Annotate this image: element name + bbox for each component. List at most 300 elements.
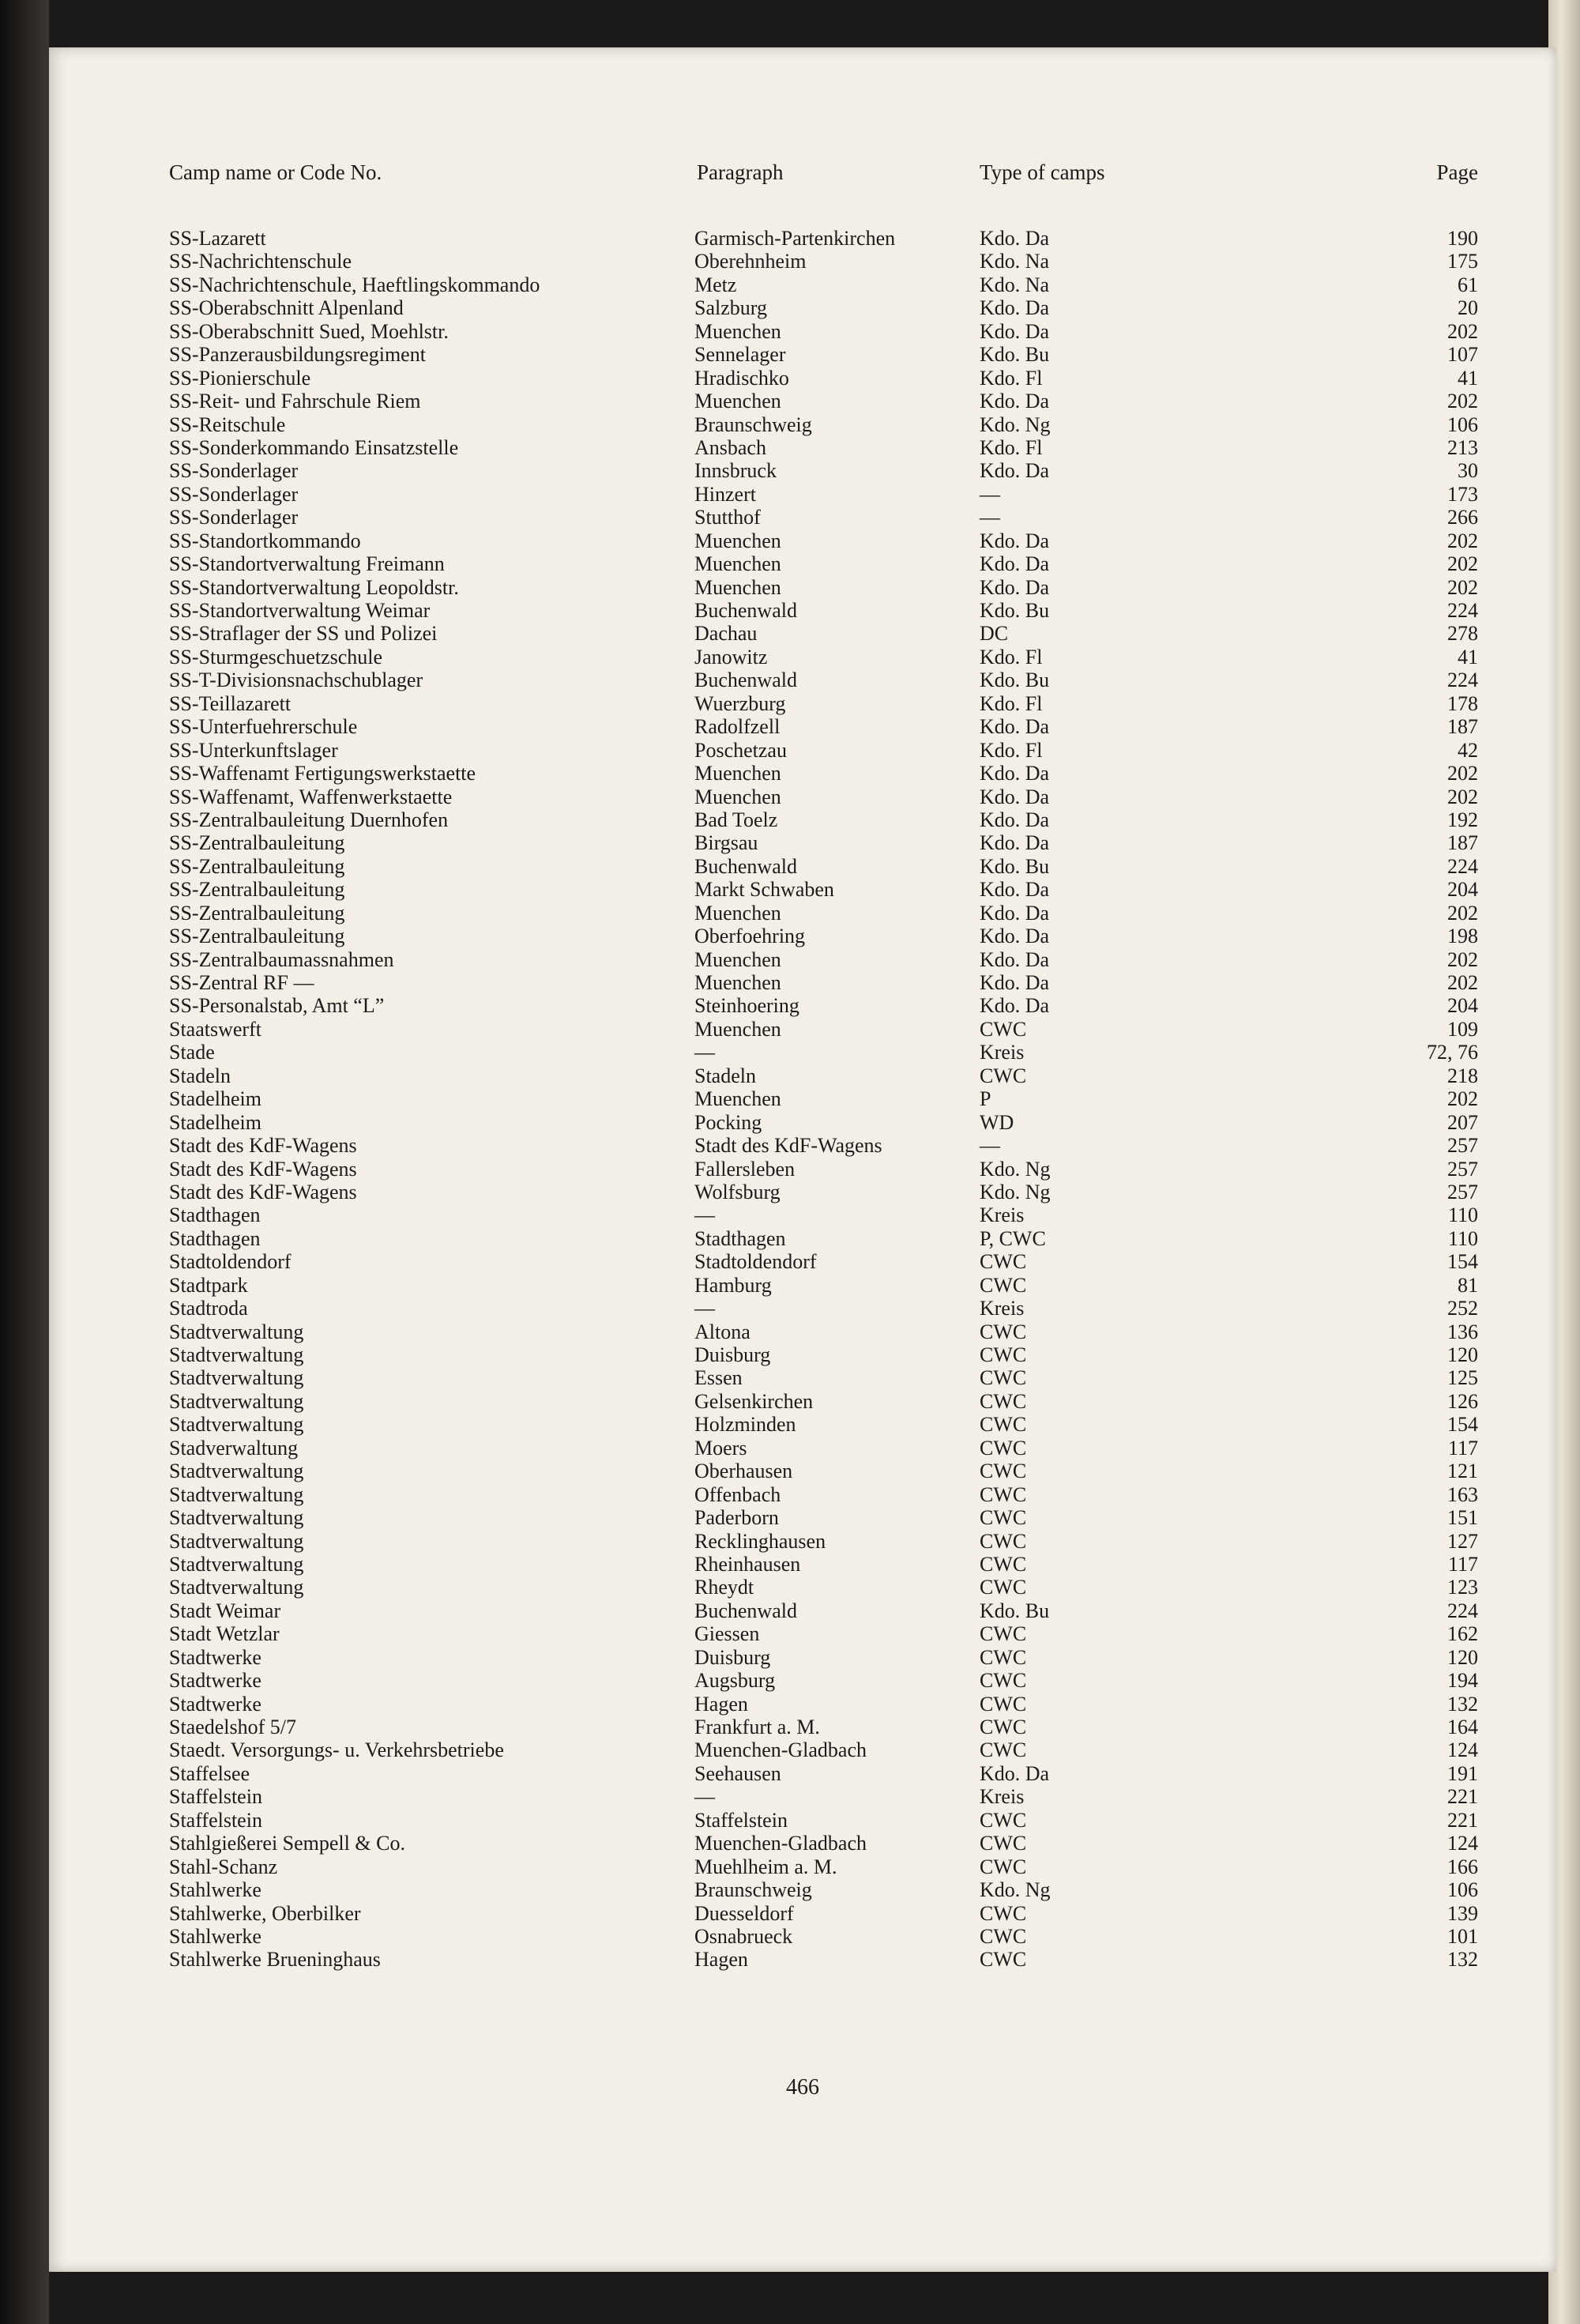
camp-name-cell: SS-Zentralbauleitung xyxy=(169,925,345,948)
camp-list xyxy=(49,227,1556,1972)
camp-name-cell: Stadt des KdF-Wagens xyxy=(169,1157,357,1181)
paragraph-cell: Hamburg xyxy=(694,1273,772,1297)
type-cell: Kdo. Da xyxy=(980,878,1050,902)
camp-name-cell: SS-Zentralbauleitung xyxy=(169,854,345,878)
paragraph-cell: Rheydt xyxy=(694,1576,754,1599)
camp-name-cell: Staffelsee xyxy=(169,1761,250,1785)
paragraph-cell: Offenbach xyxy=(694,1482,781,1506)
table-row xyxy=(49,1181,1556,1203)
table-row xyxy=(49,1390,1556,1413)
type-cell: Kdo. Fl xyxy=(980,645,1043,669)
page-cell: 110 xyxy=(1447,1203,1478,1227)
paragraph-cell: Altona xyxy=(694,1320,750,1343)
page-cell: 194 xyxy=(1447,1669,1478,1693)
page-cell: 224 xyxy=(1447,669,1478,692)
paragraph-cell: Buchenwald xyxy=(694,669,797,692)
type-cell: P xyxy=(980,1087,991,1111)
table-row xyxy=(49,1646,1556,1669)
page-cell: 202 xyxy=(1447,971,1478,994)
camp-name-cell: SS-Reit- und Fahrschule Riem xyxy=(169,390,421,413)
table-row xyxy=(49,1948,1556,1971)
camp-name-cell: Stadtoldendorf xyxy=(169,1250,292,1274)
page-cell: 202 xyxy=(1447,319,1478,343)
camp-name-cell: SS-Standortverwaltung Weimar xyxy=(169,599,431,622)
camp-name-cell: Stadtwerke xyxy=(169,1645,261,1669)
type-cell: Kdo. Da xyxy=(980,319,1050,343)
type-cell: — xyxy=(980,506,1000,529)
type-cell: Kdo. Fl xyxy=(980,435,1043,459)
camp-name-cell: Stadt des KdF-Wagens xyxy=(169,1180,357,1203)
page-cell: 224 xyxy=(1447,1599,1478,1622)
paragraph-cell: — xyxy=(694,1203,715,1227)
header-paragraph: Paragraph xyxy=(697,160,784,184)
camp-name-cell: Stadtverwaltung xyxy=(169,1576,304,1599)
page-cell: 121 xyxy=(1447,1460,1478,1483)
page-cell: 61 xyxy=(1458,273,1478,296)
page-cell: 252 xyxy=(1447,1297,1478,1320)
page-cell: 266 xyxy=(1447,506,1478,529)
page-cell: 224 xyxy=(1447,854,1478,878)
page-cell: 257 xyxy=(1447,1157,1478,1181)
camp-name-cell: SS-Personalstab, Amt “L” xyxy=(169,994,385,1018)
page-cell: 162 xyxy=(1447,1622,1478,1646)
camp-name-cell: SS-Zentralbauleitung xyxy=(169,831,345,855)
page-cell: 106 xyxy=(1447,412,1478,436)
camp-name-cell: SS-Nachrichtenschule xyxy=(169,250,352,273)
page-cell: 72, 76 xyxy=(1427,1041,1478,1064)
type-cell: CWC xyxy=(980,1576,1027,1599)
table-row xyxy=(49,925,1556,947)
camp-name-cell: Stadtverwaltung xyxy=(169,1389,304,1413)
table-row xyxy=(49,1925,1556,1948)
page-cell: 124 xyxy=(1447,1738,1478,1762)
camp-name-cell: SS-Sonderlager xyxy=(169,506,299,529)
camp-name-cell: Staffelstein xyxy=(169,1808,262,1832)
table-row xyxy=(49,413,1556,436)
paragraph-cell: Stadeln xyxy=(694,1064,756,1087)
type-cell: CWC xyxy=(980,1529,1027,1553)
camp-name-cell: Stadtverwaltung xyxy=(169,1552,304,1576)
page-cell: 173 xyxy=(1447,482,1478,506)
paragraph-cell: Dachau xyxy=(694,622,758,646)
table-row xyxy=(49,1878,1556,1901)
page-cell: 151 xyxy=(1447,1506,1478,1530)
type-cell: Kdo. Da xyxy=(980,296,1050,320)
camp-name-cell: Stahlwerke Brueninghaus xyxy=(169,1948,381,1972)
paragraph-cell: Stadtoldendorf xyxy=(694,1250,817,1274)
paragraph-cell: Hinzert xyxy=(694,482,756,506)
type-cell: CWC xyxy=(980,1622,1027,1646)
table-row xyxy=(49,971,1556,994)
table-row xyxy=(49,1599,1556,1622)
page-cell: 117 xyxy=(1447,1436,1478,1460)
table-row xyxy=(49,227,1556,250)
table-row xyxy=(49,576,1556,599)
page-cell: 117 xyxy=(1447,1552,1478,1576)
paragraph-cell: Muenchen xyxy=(694,971,781,994)
camp-name-cell: Stadtroda xyxy=(169,1297,248,1320)
type-cell: WD xyxy=(980,1110,1014,1134)
paragraph-cell: Wolfsburg xyxy=(694,1180,781,1203)
header-camp-name: Camp name or Code No. xyxy=(169,160,382,184)
paragraph-cell: Muenchen-Gladbach xyxy=(694,1738,867,1762)
camp-name-cell: Stadverwaltung xyxy=(169,1436,299,1460)
table-row xyxy=(49,1855,1556,1878)
page-cell: 136 xyxy=(1447,1320,1478,1343)
paragraph-cell: Muenchen xyxy=(694,529,781,552)
camp-name-cell: SS-Sturmgeschuetzschule xyxy=(169,645,383,669)
paragraph-cell: Muenchen xyxy=(694,319,781,343)
page-cell: 178 xyxy=(1447,691,1478,715)
type-cell: Kdo. Da xyxy=(980,925,1050,948)
type-cell: CWC xyxy=(980,1017,1027,1041)
camp-name-cell: SS-Zentralbauleitung xyxy=(169,878,345,902)
camp-name-cell: Stadtverwaltung xyxy=(169,1366,304,1390)
type-cell: Kdo. Da xyxy=(980,715,1050,739)
camp-name-cell: Stadelheim xyxy=(169,1110,261,1134)
paragraph-cell: Rheinhausen xyxy=(694,1552,801,1576)
table-row xyxy=(49,320,1556,343)
type-cell: CWC xyxy=(980,1506,1027,1530)
paragraph-cell: Giessen xyxy=(694,1622,760,1646)
page-cell: 213 xyxy=(1447,435,1478,459)
camp-name-cell: SS-Oberabschnitt Alpenland xyxy=(169,296,404,320)
page-cell: 125 xyxy=(1447,1366,1478,1390)
camp-name-cell: Stadelheim xyxy=(169,1087,261,1111)
type-cell: CWC xyxy=(980,1343,1027,1366)
table-row xyxy=(49,1460,1556,1482)
type-cell: Kdo. Da xyxy=(980,785,1050,808)
page-cell: 202 xyxy=(1447,1087,1478,1111)
page-cell: 207 xyxy=(1447,1110,1478,1134)
page-cell: 192 xyxy=(1447,808,1478,831)
paragraph-cell: Oberehnheim xyxy=(694,250,807,273)
table-row xyxy=(49,948,1556,971)
paragraph-cell: Holzminden xyxy=(694,1413,796,1437)
page-cell: 278 xyxy=(1447,622,1478,646)
table-row xyxy=(49,1041,1556,1064)
camp-name-cell: SS-Nachrichtenschule, Haeftlingskommando xyxy=(169,273,540,296)
camp-name-cell: Stadtwerke xyxy=(169,1692,261,1716)
type-cell: — xyxy=(980,1134,1000,1158)
type-cell: Kdo. Da xyxy=(980,227,1050,250)
paragraph-cell: Buchenwald xyxy=(694,599,797,622)
paragraph-cell: Hagen xyxy=(694,1692,748,1716)
type-cell: CWC xyxy=(980,1273,1027,1297)
type-cell: CWC xyxy=(980,1738,1027,1762)
type-cell: DC xyxy=(980,622,1009,646)
camp-name-cell: SS-Zentralbauleitung Duernhofen xyxy=(169,808,449,831)
page-cell: 202 xyxy=(1447,947,1478,971)
paragraph-cell: Recklinghausen xyxy=(694,1529,826,1553)
table-row xyxy=(49,1669,1556,1692)
page-cell: 202 xyxy=(1447,390,1478,413)
page-cell: 218 xyxy=(1447,1064,1478,1087)
paragraph-cell: Muenchen xyxy=(694,575,781,599)
type-cell: CWC xyxy=(980,1832,1027,1855)
type-cell: Kdo. Da xyxy=(980,808,1050,831)
table-row xyxy=(49,1622,1556,1645)
table-row xyxy=(49,1064,1556,1087)
table-row xyxy=(49,669,1556,691)
table-row xyxy=(49,878,1556,901)
page-cell: 41 xyxy=(1458,645,1478,669)
paragraph-cell: Innsbruck xyxy=(694,459,777,483)
camp-name-cell: Staedt. Versorgungs- u. Verkehrsbetriebe xyxy=(169,1738,504,1762)
camp-name-cell: Stadtverwaltung xyxy=(169,1506,304,1530)
page-cell: 257 xyxy=(1447,1180,1478,1203)
page-cell: 132 xyxy=(1447,1692,1478,1716)
table-row xyxy=(49,552,1556,575)
page-cell: 101 xyxy=(1447,1924,1478,1948)
page-cell: 221 xyxy=(1447,1808,1478,1832)
page-cell: 120 xyxy=(1447,1343,1478,1366)
type-cell: CWC xyxy=(980,1645,1027,1669)
paragraph-cell: Janowitz xyxy=(694,645,768,669)
page-cell: 124 xyxy=(1447,1832,1478,1855)
paragraph-cell: Hagen xyxy=(694,1948,748,1972)
paragraph-cell: Duesseldorf xyxy=(694,1901,794,1925)
camp-name-cell: SS-Straflager der SS und Polizei xyxy=(169,622,438,646)
table-row xyxy=(49,622,1556,645)
paragraph-cell: Hradischko xyxy=(694,366,789,390)
camp-name-cell: SS-Zentral RF — xyxy=(169,971,314,994)
table-row xyxy=(49,1203,1556,1226)
paragraph-cell: Braunschweig xyxy=(694,412,812,436)
paragraph-cell: Muenchen xyxy=(694,390,781,413)
paragraph-cell: Birgsau xyxy=(694,831,758,855)
camp-name-cell: SS-Standortverwaltung Leopoldstr. xyxy=(169,575,459,599)
page-cell: 42 xyxy=(1458,738,1478,762)
table-row xyxy=(49,1297,1556,1320)
page-cell: 202 xyxy=(1447,901,1478,925)
type-cell: CWC xyxy=(980,1552,1027,1576)
type-cell: Kdo. Ng xyxy=(980,1157,1051,1181)
camp-name-cell: Stahlwerke xyxy=(169,1924,261,1948)
paragraph-cell: Muenchen xyxy=(694,947,781,971)
camp-name-cell: SS-Panzerausbildungsregiment xyxy=(169,343,426,367)
page-cell: 163 xyxy=(1447,1482,1478,1506)
paragraph-cell: Metz xyxy=(694,273,737,296)
camp-name-cell: Stahl-Schanz xyxy=(169,1855,278,1878)
paragraph-cell: Essen xyxy=(694,1366,743,1390)
page-cell: 106 xyxy=(1447,1878,1478,1902)
paragraph-cell: Seehausen xyxy=(694,1761,781,1785)
type-cell: CWC xyxy=(980,1924,1027,1948)
camp-name-cell: SS-Standortverwaltung Freimann xyxy=(169,552,445,576)
table-row xyxy=(49,1530,1556,1553)
type-cell: Kreis xyxy=(980,1041,1025,1064)
paragraph-cell: Osnabrueck xyxy=(694,1924,793,1948)
camp-name-cell: SS-Unterkunftslager xyxy=(169,738,338,762)
table-row xyxy=(49,902,1556,925)
table-row xyxy=(49,296,1556,319)
paragraph-cell: Stutthof xyxy=(694,506,761,529)
table-row xyxy=(49,1576,1556,1599)
document-page xyxy=(49,47,1556,2272)
camp-name-cell: SS-Sonderkommando Einsatzstelle xyxy=(169,435,459,459)
paragraph-cell: Muenchen xyxy=(694,785,781,808)
camp-name-cell: Stahlwerke xyxy=(169,1878,261,1902)
type-cell: Kdo. Da xyxy=(980,947,1050,971)
type-cell: Kreis xyxy=(980,1203,1025,1227)
paragraph-cell: Paderborn xyxy=(694,1506,779,1530)
table-row xyxy=(49,506,1556,529)
paragraph-cell: Oberfoehring xyxy=(694,925,806,948)
type-cell: Kdo. Da xyxy=(980,390,1050,413)
type-cell: Kdo. Da xyxy=(980,994,1050,1018)
paragraph-cell: Radolfzell xyxy=(694,715,781,739)
page-cell: 221 xyxy=(1447,1785,1478,1809)
table-row xyxy=(49,1274,1556,1297)
paragraph-cell: Pocking xyxy=(694,1110,762,1134)
camp-name-cell: Stadtwerke xyxy=(169,1669,261,1693)
header-page: Page xyxy=(1436,160,1478,184)
type-cell: CWC xyxy=(980,1482,1027,1506)
camp-name-cell: Stadtverwaltung xyxy=(169,1529,304,1553)
paragraph-cell: Oberhausen xyxy=(694,1460,793,1483)
page-cell: 190 xyxy=(1447,227,1478,250)
table-row xyxy=(49,1087,1556,1110)
table-row xyxy=(49,436,1556,459)
table-row xyxy=(49,1809,1556,1832)
paragraph-cell: Stadthagen xyxy=(694,1226,786,1250)
paragraph-cell: Markt Schwaben xyxy=(694,878,834,902)
paragraph-cell: Salzburg xyxy=(694,296,767,320)
type-cell: Kdo. Fl xyxy=(980,738,1043,762)
table-row xyxy=(49,1902,1556,1925)
page-cell: 187 xyxy=(1447,831,1478,855)
page-cell: 41 xyxy=(1458,366,1478,390)
page-cell: 81 xyxy=(1458,1273,1478,1297)
table-row xyxy=(49,785,1556,808)
type-cell: CWC xyxy=(980,1413,1027,1437)
page-cell: 191 xyxy=(1447,1761,1478,1785)
camp-name-cell: Stadtpark xyxy=(169,1273,248,1297)
camp-name-cell: Stadt Weimar xyxy=(169,1599,281,1622)
page-cell: 187 xyxy=(1447,715,1478,739)
camp-name-cell: Stadtverwaltung xyxy=(169,1413,304,1437)
camp-name-cell: Stadtverwaltung xyxy=(169,1343,304,1366)
camp-name-cell: SS-Zentralbaumassnahmen xyxy=(169,947,394,971)
page-cell: 202 xyxy=(1447,762,1478,785)
table-row xyxy=(49,1553,1556,1576)
table-row xyxy=(49,1018,1556,1041)
paragraph-cell: Buchenwald xyxy=(694,854,797,878)
paragraph-cell: Gelsenkirchen xyxy=(694,1389,814,1413)
paragraph-cell: Muehlheim a. M. xyxy=(694,1855,837,1878)
table-row xyxy=(49,483,1556,506)
page-cell: 110 xyxy=(1447,1226,1478,1250)
camp-name-cell: SS-Sonderlager xyxy=(169,459,299,483)
camp-name-cell: Stadtverwaltung xyxy=(169,1460,304,1483)
type-cell: Kdo. Da xyxy=(980,552,1050,576)
paragraph-cell: Braunschweig xyxy=(694,1878,812,1902)
table-row xyxy=(49,994,1556,1017)
type-cell: Kdo. Da xyxy=(980,575,1050,599)
book-binding-left xyxy=(0,0,49,2324)
camp-name-cell: SS-Teillazarett xyxy=(169,691,292,715)
type-cell: CWC xyxy=(980,1436,1027,1460)
type-cell: CWC xyxy=(980,1320,1027,1343)
camp-name-cell: SS-Pionierschule xyxy=(169,366,311,390)
table-row xyxy=(49,831,1556,854)
camp-name-cell: SS-Waffenamt Fertigungswerkstaette xyxy=(169,762,476,785)
type-cell: CWC xyxy=(980,1389,1027,1413)
type-cell: CWC xyxy=(980,1808,1027,1832)
camp-name-cell: Stadt Wetzlar xyxy=(169,1622,280,1646)
page-cell: 120 xyxy=(1447,1645,1478,1669)
paragraph-cell: Steinhoering xyxy=(694,994,799,1018)
type-cell: Kdo. Ng xyxy=(980,412,1051,436)
table-row xyxy=(49,692,1556,715)
type-cell: Kdo. Ng xyxy=(980,1180,1051,1203)
paragraph-cell: Poschetzau xyxy=(694,738,787,762)
page-cell: 107 xyxy=(1447,343,1478,367)
type-cell: Kdo. Fl xyxy=(980,366,1043,390)
page-cell: 202 xyxy=(1447,552,1478,576)
type-cell: Kdo. Da xyxy=(980,831,1050,855)
page-cell: 109 xyxy=(1447,1017,1478,1041)
table-row xyxy=(49,343,1556,366)
type-cell: Kdo. Fl xyxy=(980,691,1043,715)
table-row xyxy=(49,250,1556,273)
paragraph-cell: Muenchen xyxy=(694,762,781,785)
paragraph-cell: Buchenwald xyxy=(694,1599,797,1622)
camp-name-cell: Stade xyxy=(169,1041,215,1064)
page-cell: 126 xyxy=(1447,1389,1478,1413)
table-row xyxy=(49,1437,1556,1460)
camp-name-cell: Stadtverwaltung xyxy=(169,1320,304,1343)
paragraph-cell: Stadt des KdF-Wagens xyxy=(694,1134,882,1158)
camp-name-cell: Stadtverwaltung xyxy=(169,1482,304,1506)
camp-name-cell: Stahlwerke, Oberbilker xyxy=(169,1901,361,1925)
type-cell: Kdo. Bu xyxy=(980,343,1050,367)
type-cell: CWC xyxy=(980,1250,1027,1274)
table-row xyxy=(49,1134,1556,1157)
type-cell: Kdo. Da xyxy=(980,971,1050,994)
camp-name-cell: SS-Reitschule xyxy=(169,412,286,436)
paragraph-cell: Moers xyxy=(694,1436,747,1460)
paragraph-cell: Muenchen xyxy=(694,1017,781,1041)
type-cell: Kdo. Bu xyxy=(980,599,1050,622)
type-cell: CWC xyxy=(980,1064,1027,1087)
type-cell: CWC xyxy=(980,1855,1027,1878)
page-cell: 224 xyxy=(1447,599,1478,622)
table-row xyxy=(49,1158,1556,1181)
table-row xyxy=(49,367,1556,390)
type-cell: Kdo. Na xyxy=(980,250,1050,273)
page-cell: 202 xyxy=(1447,529,1478,552)
table-row xyxy=(49,1738,1556,1761)
camp-name-cell: SS-Waffenamt, Waffenwerkstaette xyxy=(169,785,453,808)
table-row xyxy=(49,739,1556,762)
type-cell: Kdo. Da xyxy=(980,762,1050,785)
type-cell: P, CWC xyxy=(980,1226,1046,1250)
page-cell: 164 xyxy=(1447,1716,1478,1738)
paragraph-cell: Frankfurt a. M. xyxy=(694,1716,820,1738)
table-row xyxy=(49,1693,1556,1716)
paragraph-cell: Muenchen xyxy=(694,901,781,925)
table-row xyxy=(49,808,1556,831)
type-cell: CWC xyxy=(980,1692,1027,1716)
table-row xyxy=(49,529,1556,552)
paragraph-cell: Sennelager xyxy=(694,343,786,367)
camp-name-cell: Stadt des KdF-Wagens xyxy=(169,1134,357,1158)
type-cell: Kdo. Da xyxy=(980,459,1050,483)
table-row xyxy=(49,1506,1556,1529)
type-cell: Kreis xyxy=(980,1297,1025,1320)
